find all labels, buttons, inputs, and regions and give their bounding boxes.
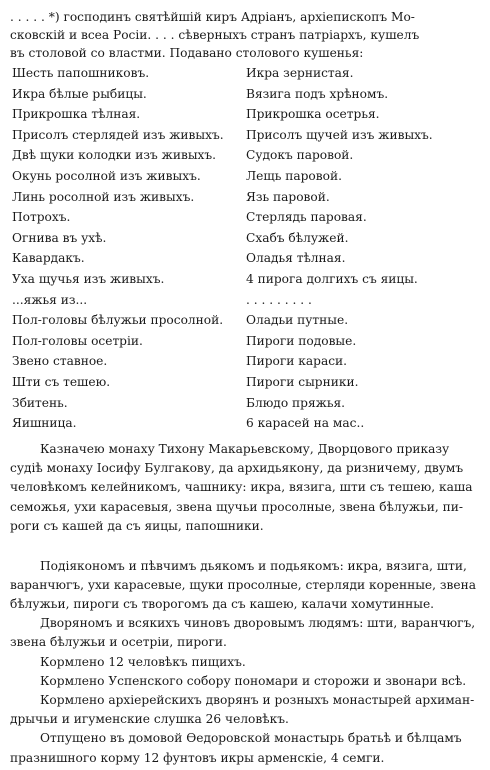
- dish-left: Шти съ тешею.: [12, 374, 111, 389]
- servants-paragraph: [10, 557, 478, 768]
- dish-left: Уха щучья изъ живыхъ.: [12, 271, 165, 286]
- dish-row: [10, 125, 478, 146]
- dish-right: Стерлядь паровая.: [246, 210, 367, 225]
- dish-right: 6 карасей на мас..: [246, 416, 365, 431]
- dishes-list: [10, 63, 478, 434]
- dish-right: Блюдо пряжья.: [246, 395, 346, 410]
- dish-right: Пироги сырники.: [246, 374, 359, 389]
- dish-right: Вязига подъ хрѣномъ.: [246, 86, 389, 101]
- paragraph-line: дрычьи и игуменские слушка 26 человѣкъ.: [10, 712, 289, 727]
- dish-left: ...яжья из...: [12, 292, 88, 307]
- dish-right: 4 пирога долгихъ съ яицы.: [246, 271, 418, 286]
- dish-right: Оладья тѣлная.: [246, 251, 346, 266]
- dish-right: Пироги подовые.: [246, 333, 357, 348]
- paragraph-line: Казначею монаху Тихону Макарьевскому, Дворцового приказу: [40, 441, 450, 456]
- dish-row: [10, 104, 478, 125]
- dish-right: Язь паровой.: [246, 189, 330, 204]
- dish-row: [10, 290, 478, 311]
- dish-left: Линь росолной изъ живыхъ.: [12, 189, 195, 204]
- dish-row: [10, 84, 478, 105]
- intro-paragraph: [10, 8, 478, 62]
- dish-left: Потрохъ.: [12, 210, 71, 225]
- dish-row: [10, 372, 478, 393]
- paragraph-line: судіѣ монаху Іосифу Булгакову, да архидьякону, да ризничему, двумъ: [10, 461, 464, 476]
- dish-left: Кавардакъ.: [12, 251, 85, 266]
- paragraph-line: празнишного корму 12 фунтовъ икры арменскіе, 4 семги.: [10, 750, 385, 765]
- dish-left: Пол-головы осетріи.: [12, 333, 143, 348]
- dish-left: Окунь росолной изъ живыхъ.: [12, 168, 201, 183]
- dish-row: [10, 207, 478, 228]
- paragraph-line: бѣлужьи, пироги съ творогомъ да съ кашею, калачи хомутинные.: [10, 597, 435, 612]
- dish-left: Пол-головы бѣлужьи просолной.: [12, 313, 224, 328]
- paragraph-line: человѣкомъ келейникомъ, чашнику: икра, вязига, шти съ тешею, каша: [10, 480, 473, 495]
- intro-line: . . . . . *) господинъ святѣйшій киръ Адріанъ, архіепископъ Мо-: [10, 10, 415, 24]
- dish-left: Прикрошка тѣлная.: [12, 107, 141, 122]
- treasurer-paragraph: [10, 440, 478, 537]
- dish-row: [10, 393, 478, 414]
- dish-left: Огнива въ ухѣ.: [12, 230, 107, 245]
- dish-right: Прикрошка осетрья.: [246, 107, 380, 122]
- dish-left: Двѣ щуки колодки изъ живыхъ.: [12, 148, 217, 163]
- dish-right: Пироги караси.: [246, 354, 348, 369]
- dish-left: Шесть папошниковъ.: [12, 66, 150, 80]
- dish-row: [10, 166, 478, 187]
- dish-left: Присолъ стерлядей изъ живыхъ.: [12, 127, 224, 142]
- paragraph-line: роги съ кашей да съ яицы, папошники.: [10, 519, 264, 534]
- paragraph-line: варанчюгъ, ухи карасевые, щуки просолные, стерляди коренные, звена: [10, 577, 476, 592]
- dish-right: Схабъ бѣлужей.: [246, 230, 349, 245]
- dish-right: Судокъ паровой.: [246, 148, 354, 163]
- paragraph-line: семожья, ухи карасевыя, звена щучьи просолные, звена бѣлужьи, пи-: [10, 499, 463, 514]
- paragraph-line: Отпущено въ домовой Ѳедоровской монастырь братьѣ и бѣлцамъ: [40, 731, 462, 746]
- intro-line: въ столовой со властми. Подавано столового кушенья:: [10, 46, 364, 60]
- dish-row: [10, 310, 478, 331]
- dish-right: . . . . . . . . .: [246, 292, 312, 307]
- dish-right: Оладьи путные.: [246, 313, 349, 328]
- dish-right: Икра зернистая.: [246, 66, 354, 80]
- paragraph-line: Подіякономъ и пѣвчимъ дьякомъ и подьякомъ: икра, вязига, шти,: [40, 558, 467, 573]
- paragraph-line: Кормлено Успенского собору пономари и сторожи и звонари всѣ.: [40, 673, 467, 688]
- paragraph-line: Кормлено архіерейскихъ дворянъ и розныхъ монастырей архиман-: [40, 692, 475, 707]
- paragraph-line: Дворяномъ и всякихъ чиновъ дворовымъ людямъ: шти, варанчюгъ,: [40, 616, 476, 631]
- dish-left: Яишница.: [12, 416, 77, 431]
- dish-row: [10, 331, 478, 352]
- dish-right: Лещь паровой.: [246, 168, 342, 183]
- paragraph-line: звена бѣлужьи и осетріи, пироги.: [10, 635, 227, 650]
- section-gap: [10, 537, 478, 557]
- intro-line: сковскій и всеа Росіи. . . . сѣверныхъ странъ патріархъ, кушелъ: [10, 28, 420, 42]
- dish-row: [10, 187, 478, 208]
- dish-row: [10, 248, 478, 269]
- dish-left: Звено ставное.: [12, 354, 108, 369]
- dish-row: [10, 228, 478, 249]
- dish-left: Икра бѣлые рыбицы.: [12, 86, 147, 101]
- dish-row: [10, 351, 478, 372]
- paragraph-line: Кормлено 12 человѣкъ пищихъ.: [40, 654, 246, 669]
- dish-row: [10, 63, 478, 84]
- dish-left: Збитень.: [12, 395, 68, 410]
- dish-row: [10, 269, 478, 290]
- dish-right: Присолъ щучей изъ живыхъ.: [246, 127, 433, 142]
- dish-row: [10, 413, 478, 434]
- dish-row: [10, 145, 478, 166]
